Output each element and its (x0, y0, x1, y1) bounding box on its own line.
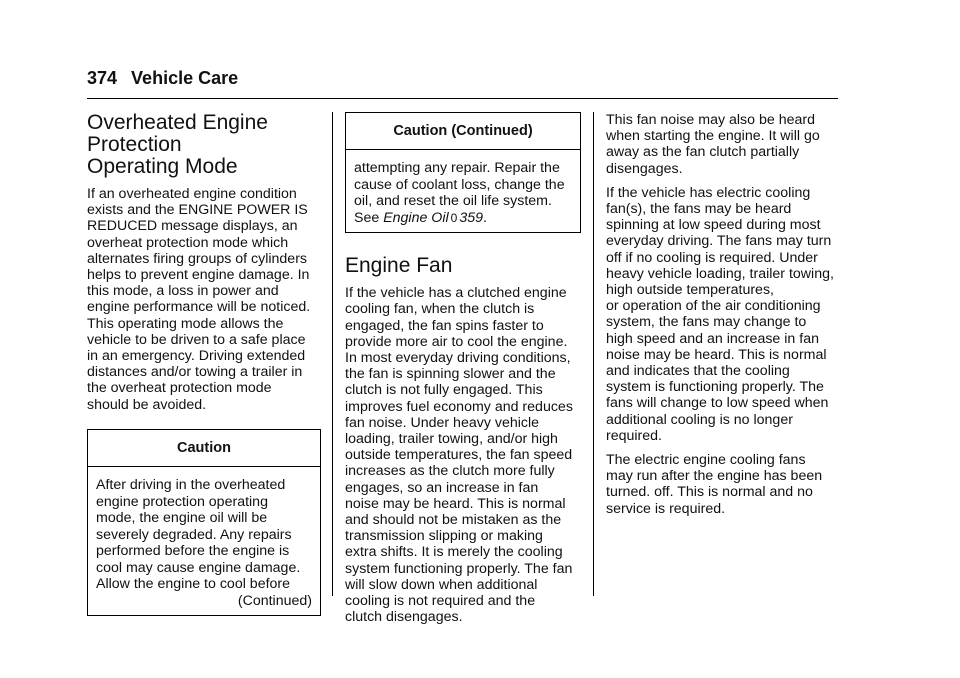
text-line: turned. off. This is normal and no (606, 484, 813, 501)
text-line: fan(s), the fans may be heard (606, 201, 792, 218)
caution-text (346, 150, 580, 232)
text-line: when starting the engine. It will go (606, 128, 820, 145)
text-line: may run after the engine has been (606, 468, 823, 485)
text-line: engine performance will be noticed. (87, 299, 311, 316)
text-line: extra shifts. It is merely the cooling (345, 544, 563, 561)
caution-box (87, 429, 321, 616)
text-line: off if no cooling is required. Under (606, 249, 818, 266)
body-paragraph (606, 112, 840, 177)
text-line: clutch disengages. (345, 609, 463, 626)
text-line: additional cooling is no longer (606, 411, 793, 428)
text-line: In most everyday driving conditions, (345, 350, 571, 367)
xref-link[interactable]: Engine Oil (383, 209, 449, 226)
text-line: If an overheated engine condition (87, 186, 297, 202)
text-line: required. (606, 427, 662, 444)
text-line: distances and/or towing a trailer in (87, 364, 303, 381)
text-line: attempting any repair. Repair the (354, 160, 560, 177)
text-line: improves fuel economy and reduces (345, 398, 573, 415)
text-line: high outside temperatures, (606, 282, 774, 299)
column-3 (606, 112, 840, 517)
text-line: mode, the engine oil will be (96, 510, 268, 527)
body-paragraph (345, 285, 581, 625)
text-line: the overheat protection mode (87, 380, 272, 397)
text-line: this mode, a loss in power and (87, 283, 279, 300)
caution-title: Caution (Continued) (346, 113, 580, 150)
section-heading: Engine Fan (345, 254, 453, 278)
text-line: cool may cause engine damage. (96, 559, 301, 576)
body-paragraph (606, 452, 840, 517)
header-rule (87, 98, 838, 99)
text-line: cooling fan, when the clutch is (345, 301, 535, 318)
xref-page[interactable]: 359 (459, 209, 484, 226)
text-line: will slow down when additional (345, 576, 538, 593)
page-ref-icon: 0 (450, 210, 458, 225)
page-header (87, 68, 238, 89)
text-line: This operating mode allows the (87, 315, 284, 332)
text-line: overheat protection mode which (87, 234, 289, 251)
text-line: should be avoided. (87, 396, 207, 413)
text-line: After driving in the overheated (96, 477, 286, 494)
text-line: engages, so an increase in fan (345, 479, 539, 496)
text-line: This fan noise may also be heard (606, 112, 815, 128)
text-line: vehicle to be driven to a safe place (87, 331, 306, 348)
text-line: performed before the engine is (96, 543, 290, 560)
text-line: system, the fans may change to (606, 314, 807, 331)
text-line: engine protection operating (96, 493, 268, 510)
text-line: provide more air to cool the engine. (345, 333, 568, 350)
text-line: If the vehicle has a clutched engine (345, 285, 567, 302)
body-paragraph (87, 186, 321, 413)
caution-box-continued (345, 112, 581, 233)
text-line: oil, and reset the oil life system. (354, 193, 552, 210)
text-line: exists and the ENGINE POWER IS (87, 202, 308, 219)
column-divider (332, 112, 333, 596)
text-line: increases as the clutch more fully (345, 463, 555, 480)
column-1 (87, 112, 321, 616)
text-line: REDUCED message displays, an (87, 218, 298, 235)
text-line: clutch is not fully engaged. This (345, 382, 543, 399)
page-number: 374 (87, 68, 118, 88)
text-line: system is functioning properly. The (606, 379, 824, 396)
cross-reference: See Engine Oil 0 359. (354, 209, 487, 226)
text-line: transmission slipping or making (345, 528, 543, 545)
text-line: heavy vehicle loading, trailer towing, (606, 265, 834, 282)
text-line: noise may be heard. This is normal (606, 346, 827, 363)
caution-text (88, 467, 320, 615)
text-line: loading, trailer towing, and/or high (345, 431, 558, 448)
text-line: outside temperatures, the fan speed (345, 447, 573, 464)
text-line: the fan is spinning slower and the (345, 366, 556, 383)
text-line: helps to prevent engine damage. In (87, 267, 310, 284)
text-line: and indicates that the cooling (606, 363, 790, 380)
column-divider (593, 112, 594, 596)
text-line: system functioning properly. The fan (345, 560, 573, 577)
text-line: engaged, the fan spins faster to (345, 317, 544, 334)
text-line: service is required. (606, 500, 726, 517)
text-line: and should not be mistaken as the (345, 512, 562, 529)
text-line: fan noise. Under heavy vehicle (345, 414, 540, 431)
text-line: disengages. (606, 160, 683, 177)
text-line: in an emergency. Driving extended (87, 348, 306, 365)
text-line: severely degraded. Any repairs (96, 526, 292, 543)
body-paragraph (606, 185, 840, 444)
caution-title: Caution (88, 430, 320, 467)
text-line: fans will change to low speed when (606, 395, 829, 412)
text-line: spinning at low speed during most (606, 217, 821, 234)
text-line: cooling is not required and the (345, 593, 536, 610)
text-line: high speed and an increase in fan (606, 330, 819, 347)
section-name: Vehicle Care (131, 68, 239, 88)
continued-label: (Continued) (237, 592, 312, 609)
text-line: away as the fan clutch partially (606, 144, 800, 161)
text-line: The electric engine cooling fans (606, 452, 806, 469)
text-line: noise may be heard. This is normal (345, 495, 566, 512)
column-2 (345, 112, 581, 625)
text-line: cause of coolant loss, change the (354, 176, 565, 193)
section-heading: Overheated Engine Protection Operating Mode (87, 111, 268, 178)
text-line: Allow the engine to cool before (96, 576, 291, 593)
text-line: alternates firing groups of cylinders (87, 250, 308, 267)
text-line: or operation of the air conditioning (606, 298, 821, 315)
text-line: If the vehicle has electric cooling (606, 184, 811, 201)
text-line: everyday driving. The fans may turn (606, 233, 832, 250)
